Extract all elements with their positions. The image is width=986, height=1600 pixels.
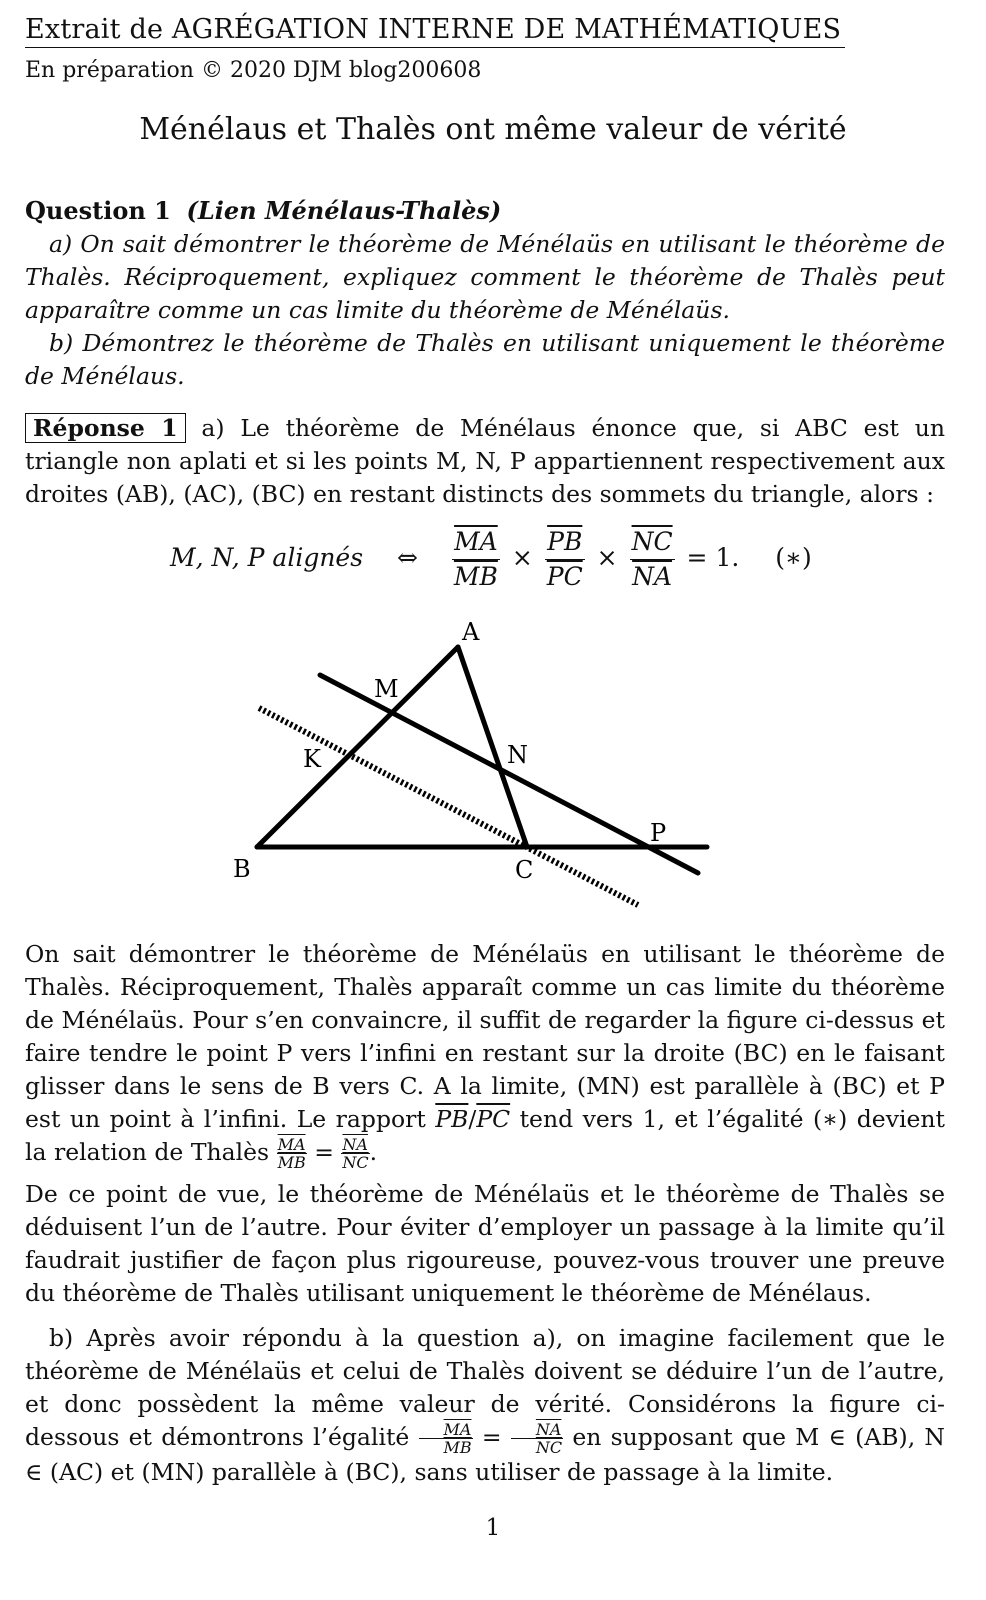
answer-intro-block xyxy=(25,412,945,511)
eq-tag: (∗) xyxy=(775,543,812,572)
thales-fraction-1 xyxy=(277,1136,307,1171)
thales-eq-end: . xyxy=(369,1138,378,1166)
eq-f3-num: $\overline{NC}$ xyxy=(630,525,675,560)
part-b-f1-num: $\overline{MA}$ xyxy=(419,1421,473,1439)
thales-f2-den: NC xyxy=(342,1153,369,1172)
menelaus-figure xyxy=(0,600,986,930)
answer-part-b xyxy=(25,1322,945,1489)
question-label: Question 1 xyxy=(25,196,171,225)
eq-f1-den: MB xyxy=(453,562,498,591)
part-b-eq-sign: = xyxy=(481,1423,502,1451)
label-n: N xyxy=(507,741,528,769)
eq-f2-num: $\overline{PB}$ xyxy=(545,525,585,560)
limit-text-1: On sait démontrer le théorème de Ménélaüs en utilisant le théorème de Thalès. Réciproquement, Thalès apparaît comme un cas limite du théorème de Ménélaüs. Pour s’en convaincre, il suffit de regarder la figure ci-dessus et faire tendre le point P vers l’infini en restant sur la droite (BC) en le faisant glisser dans le sens de B vers C. A la limite, (MN) est parallèle à (BC) et P est un point à l’infini. Le rapport xyxy=(25,940,945,1133)
eq-times-1: × xyxy=(511,543,533,572)
part-b-f2-num: $\overline{NA}$ xyxy=(511,1421,563,1439)
thales-eq-sign: = xyxy=(314,1138,334,1166)
part-b-f1-den: MB xyxy=(443,1438,472,1457)
eq-rhs: = 1. xyxy=(686,543,740,572)
eq-f2-den: PC xyxy=(546,562,583,591)
page-title: Ménélaus et Thalès ont même valeur de vérité xyxy=(139,112,847,147)
page-number: 1 xyxy=(485,1515,501,1541)
question-heading xyxy=(25,196,501,225)
label-a: A xyxy=(462,618,480,646)
answer-limit-paragraph xyxy=(25,938,945,1171)
label-k: K xyxy=(303,745,321,773)
eq-fraction-2 xyxy=(545,525,585,594)
part-b-f2-den: NC xyxy=(535,1438,563,1457)
part-b-fraction-1 xyxy=(419,1421,473,1456)
eq-f3-den: NA xyxy=(632,562,673,591)
ratio-pb: $\overline{PB}$ xyxy=(435,1105,469,1133)
header-subtitle: En préparation © 2020 DJM blog200608 xyxy=(25,58,482,83)
header-title: Extrait de AGRÉGATION INTERNE DE MATHÉMATIQUES xyxy=(25,14,845,48)
part-b-fraction-2 xyxy=(511,1421,563,1456)
label-p: P xyxy=(650,819,667,847)
thales-f2-num: $\overline{NA}$ xyxy=(342,1135,368,1154)
thales-fraction-2 xyxy=(341,1136,369,1171)
part-b-text-1: b) Après avoir répondu à la question a), on imagine facilement que le théorème de Ménélaüs et celui de Thalès doivent se déduire l’un de l’autre, et donc possèdent la même valeur de vérité. Considérons la figure ci-dessous et démontrons l’égalité xyxy=(25,1324,945,1451)
thales-word: Thalès xyxy=(190,1138,270,1166)
eq-times-2: × xyxy=(596,543,618,572)
line-dotted-parallel xyxy=(259,708,638,905)
eq-lhs: M, N, P alignés xyxy=(170,543,364,572)
label-m: M xyxy=(374,675,399,703)
ratio-slash: / xyxy=(468,1105,477,1133)
line-ab xyxy=(257,647,458,847)
eq-f1-num: $\overline{MA}$ xyxy=(452,525,500,560)
line-mn-p xyxy=(320,675,698,873)
question-part-b: b) Démontrez le théorème de Thalès en utilisant uniquement le théorème de Ménélaus. xyxy=(25,329,945,390)
thales-f1-den: MB xyxy=(277,1153,306,1172)
eq-fraction-1 xyxy=(452,525,500,594)
answer-label: Réponse 1 xyxy=(25,413,186,443)
answer-view-paragraph: De ce point de vue, le théorème de Ménélaüs et le théorème de Thalès se déduisent l’un de l’autre. Pour éviter d’employer un passage à la limite qu’il faudrait justifier de façon plus rigoureuse, pouvez-vous trouver une preuve du théorème de Thalès utilisant uniquement le théorème de Ménélaus. xyxy=(25,1180,945,1307)
question-subtitle: (Lien Ménélaus-Thalès) xyxy=(186,196,502,225)
menelaus-equation xyxy=(170,525,812,594)
question-part-a: a) On sait démontrer le théorème de Ménélaüs en utilisant le théorème de Thalès. Réciproquement, expliquez comment le théorème de Thalès peut apparaître comme un cas limite du théorème de Ménélaüs. xyxy=(25,230,945,324)
eq-fraction-3 xyxy=(630,525,675,594)
label-b: B xyxy=(233,855,251,883)
part-b-text-2: en supposant que M ∈ (AB), N ∈ (AC) et (MN) parallèle à (BC), sans utiliser de passage à la limite. xyxy=(25,1423,945,1486)
ratio-pc: $\overline{PC}$ xyxy=(476,1105,511,1133)
answer-intro: a) Le théorème de Ménélaus énonce que, si ABC est un triangle non aplati et si les points M, N, P appartiennent respectivement aux droites (AB), (AC), (BC) en restant distincts des sommets du triangle, alors : xyxy=(25,414,945,508)
label-c: C xyxy=(515,856,534,884)
limit-text-2: tend vers 1, et l’égalité (∗) devient la relation de xyxy=(25,1105,945,1166)
thales-f1-num: $\overline{MA}$ xyxy=(277,1135,306,1154)
eq-iff: ⇔ xyxy=(397,543,418,572)
